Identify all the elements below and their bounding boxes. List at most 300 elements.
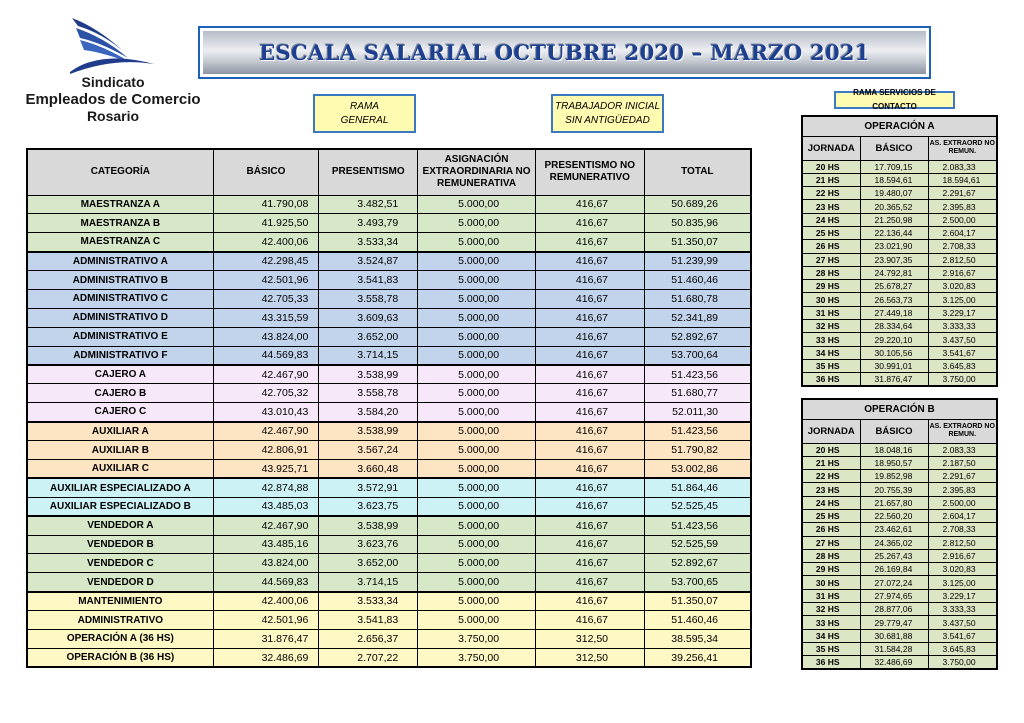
row-asignacion: 5.000,00 [418,195,536,214]
table-row [802,187,997,200]
row-asignacion: 5.000,00 [418,422,536,441]
jornada-cell: 35 HS [802,359,860,372]
basico-cell: 21.657,80 [860,496,928,509]
extraord-cell: 2.916,67 [928,549,997,562]
row-presentismo: 3.533,34 [319,592,418,611]
extraord-cell: 2.708,33 [928,523,997,536]
operacion-b-header-jornada: JORNADA [802,419,860,443]
row-presentismo: 3.652,00 [319,554,418,573]
basico-cell: 27.072,24 [860,576,928,589]
jornada-cell: 21 HS [802,173,860,186]
row-categoria: ADMINISTRATIVO [27,611,213,630]
table-row [802,470,997,483]
table-row [802,576,997,589]
row-asignacion: 5.000,00 [418,289,536,308]
table-row [802,589,997,602]
table-row [802,496,997,509]
basico-cell: 20.755,39 [860,483,928,496]
row-presentismo: 3.541,83 [319,611,418,630]
basico-cell: 18.594,61 [860,173,928,186]
row-asignacion: 5.000,00 [418,478,536,497]
basico-cell: 24.792,81 [860,266,928,279]
row-total: 50.689,26 [644,195,751,214]
basico-cell: 25.267,43 [860,549,928,562]
jornada-cell: 26 HS [802,240,860,253]
header-basico: BÁSICO [213,149,319,195]
row-asignacion: 5.000,00 [418,271,536,290]
basico-cell: 30.991,01 [860,359,928,372]
row-categoria: MANTENIMIENTO [27,592,213,611]
table-row [802,173,997,186]
row-basico: 42.806,91 [213,441,319,460]
basico-cell: 19.852,98 [860,470,928,483]
table-row [27,327,751,346]
jornada-cell: 27 HS [802,253,860,266]
row-asignacion: 5.000,00 [418,441,536,460]
extraord-cell: 2.500,00 [928,496,997,509]
row-presentismo: 3.623,75 [319,497,418,516]
row-presentismo-nr: 416,67 [535,365,644,384]
row-categoria: ADMINISTRATIVO D [27,308,213,327]
jornada-cell: 20 HS [802,160,860,173]
extraord-cell: 2.291,67 [928,470,997,483]
basico-cell: 28.334,64 [860,320,928,333]
table-row [802,603,997,616]
salary-table-header [27,149,751,195]
row-asignacion: 3.750,00 [418,648,536,667]
basico-cell: 29.779,47 [860,616,928,629]
jornada-cell: 22 HS [802,470,860,483]
table-row [802,373,997,386]
table-row [802,200,997,213]
table-row [802,616,997,629]
row-basico: 43.315,59 [213,308,319,327]
row-total: 51.790,82 [644,441,751,460]
basico-cell: 17.709,15 [860,160,928,173]
row-total: 51.423,56 [644,516,751,535]
row-categoria: VENDEDOR C [27,554,213,573]
row-asignacion: 5.000,00 [418,497,536,516]
title-banner [198,26,931,79]
row-basico: 44.569,83 [213,346,319,365]
row-basico: 42.467,90 [213,365,319,384]
row-categoria: ADMINISTRATIVO F [27,346,213,365]
table-row [27,195,751,214]
trabajador-line-1: TRABAJADOR INICIAL [554,100,661,112]
row-total: 51.680,77 [644,384,751,403]
row-asignacion: 3.750,00 [418,629,536,648]
row-asignacion: 5.000,00 [418,365,536,384]
row-basico: 43.485,16 [213,535,319,554]
row-categoria: ADMINISTRATIVO B [27,271,213,290]
jornada-cell: 20 HS [802,443,860,456]
extraord-cell: 3.645,83 [928,642,997,655]
row-presentismo: 3.482,51 [319,195,418,214]
row-presentismo-nr: 416,67 [535,346,644,365]
basico-cell: 31.876,47 [860,373,928,386]
extraord-cell: 3.125,00 [928,293,997,306]
row-basico: 43.010,43 [213,403,319,422]
jornada-cell: 25 HS [802,509,860,522]
header-asignacion: ASIGNACIÓN EXTRAORDINARIA NO REMUNERATIVA [418,149,536,195]
jornada-cell: 33 HS [802,333,860,346]
row-total: 53.700,64 [644,346,751,365]
basico-cell: 19.480,07 [860,187,928,200]
row-presentismo-nr: 416,67 [535,554,644,573]
table-row [802,253,997,266]
row-total: 52.341,89 [644,308,751,327]
row-categoria: VENDEDOR A [27,516,213,535]
row-presentismo-nr: 416,67 [535,195,644,214]
table-row [27,252,751,271]
row-basico: 41.925,50 [213,214,319,233]
row-asignacion: 5.000,00 [418,459,536,478]
row-presentismo-nr: 416,67 [535,289,644,308]
table-row [27,422,751,441]
extraord-cell: 3.541,67 [928,346,997,359]
table-row [802,160,997,173]
table-row [27,516,751,535]
row-presentismo-nr: 416,67 [535,422,644,441]
row-basico: 42.705,32 [213,384,319,403]
extraord-cell: 3.437,50 [928,616,997,629]
basico-cell: 20.365,52 [860,200,928,213]
row-presentismo: 3.714,15 [319,346,418,365]
row-presentismo-nr: 416,67 [535,271,644,290]
row-basico: 42.400,06 [213,592,319,611]
row-asignacion: 5.000,00 [418,592,536,611]
row-presentismo-nr: 416,67 [535,214,644,233]
basico-cell: 29.220,10 [860,333,928,346]
jornada-cell: 29 HS [802,280,860,293]
row-total: 51.239,99 [644,252,751,271]
row-total: 52.525,45 [644,497,751,516]
row-basico: 42.501,96 [213,271,319,290]
table-row [27,611,751,630]
extraord-cell: 3.541,67 [928,629,997,642]
page-title: ESCALA SALARIAL OCTUBRE 2020 – MARZO 2021 [259,40,870,65]
jornada-cell: 28 HS [802,266,860,279]
row-basico: 42.467,90 [213,422,319,441]
row-presentismo: 3.714,15 [319,573,418,592]
row-categoria: MAESTRANZA A [27,195,213,214]
extraord-cell: 3.020,83 [928,563,997,576]
row-asignacion: 5.000,00 [418,516,536,535]
table-row [27,233,751,252]
jornada-cell: 30 HS [802,576,860,589]
table-row [802,213,997,226]
jornada-cell: 34 HS [802,346,860,359]
union-logo [18,14,208,129]
table-row [802,509,997,522]
extraord-cell: 2.395,83 [928,483,997,496]
table-row [802,523,997,536]
table-row [802,320,997,333]
row-presentismo: 3.524,87 [319,252,418,271]
row-categoria: CAJERO B [27,384,213,403]
row-basico: 43.485,03 [213,497,319,516]
table-row [27,289,751,308]
jornada-cell: 36 HS [802,656,860,669]
extraord-cell: 2.604,17 [928,509,997,522]
jornada-cell: 36 HS [802,373,860,386]
extraord-cell: 3.229,17 [928,589,997,602]
row-total: 51.680,78 [644,289,751,308]
row-asignacion: 5.000,00 [418,535,536,554]
row-presentismo: 2.656,37 [319,629,418,648]
extraord-cell: 2.812,50 [928,253,997,266]
table-row [802,563,997,576]
jornada-cell: 32 HS [802,603,860,616]
operacion-b-header-basico: BÁSICO [860,419,928,443]
row-presentismo-nr: 312,50 [535,629,644,648]
table-row [27,271,751,290]
operacion-a-header-extraord: AS. EXTRAORD NO REMUN. [928,136,997,160]
rama-line-2: GENERAL [340,114,389,126]
table-row [27,441,751,460]
header-presentismo-nr: PRESENTISMO NO REMUNERATIVO [535,149,644,195]
row-total: 39.256,41 [644,648,751,667]
row-basico: 42.874,88 [213,478,319,497]
table-row [27,214,751,233]
table-row [802,226,997,239]
extraord-cell: 2.916,67 [928,266,997,279]
rama-servicios-tag [834,88,955,111]
logo-line-3: Rosario [86,108,140,124]
operacion-b-caption: OPERACIÓN B [802,399,997,419]
row-total: 52.892,67 [644,554,751,573]
table-row [802,280,997,293]
row-presentismo-nr: 416,67 [535,308,644,327]
row-basico: 43.925,71 [213,459,319,478]
row-presentismo: 3.567,24 [319,441,418,460]
row-categoria: ADMINISTRATIVO C [27,289,213,308]
extraord-cell: 3.750,00 [928,373,997,386]
header-presentismo: PRESENTISMO [319,149,418,195]
table-row [802,629,997,642]
row-total: 51.350,07 [644,592,751,611]
row-basico: 43.824,00 [213,554,319,573]
row-basico: 32.486,69 [213,648,319,667]
row-basico: 42.467,90 [213,516,319,535]
row-presentismo-nr: 416,67 [535,535,644,554]
row-categoria: VENDEDOR D [27,573,213,592]
trabajador-line-2: SIN ANTIGÜEDAD [565,114,650,126]
extraord-cell: 2.708,33 [928,240,997,253]
operacion-a-header-jornada: JORNADA [802,136,860,160]
jornada-cell: 34 HS [802,629,860,642]
row-total: 51.423,56 [644,422,751,441]
row-total: 51.423,56 [644,365,751,384]
operacion-b-table [801,398,998,670]
row-presentismo-nr: 416,67 [535,573,644,592]
extraord-cell: 3.437,50 [928,333,997,346]
row-total: 53.002,86 [644,459,751,478]
row-basico: 42.298,45 [213,252,319,271]
table-row [27,535,751,554]
table-row [27,554,751,573]
extraord-cell: 3.125,00 [928,576,997,589]
row-total: 38.595,34 [644,629,751,648]
basico-cell: 22.560,20 [860,509,928,522]
table-row [27,308,751,327]
table-row [27,478,751,497]
row-categoria: OPERACIÓN B (36 HS) [27,648,213,667]
row-asignacion: 5.000,00 [418,611,536,630]
wing-icon [68,14,158,76]
row-categoria: AUXILIAR B [27,441,213,460]
row-presentismo-nr: 312,50 [535,648,644,667]
table-row [802,536,997,549]
logo-line-1: Sindicato [81,74,145,90]
table-row [802,642,997,655]
row-categoria: AUXILIAR ESPECIALIZADO B [27,497,213,516]
jornada-cell: 26 HS [802,523,860,536]
row-asignacion: 5.000,00 [418,327,536,346]
jornada-cell: 29 HS [802,563,860,576]
row-categoria: ADMINISTRATIVO E [27,327,213,346]
jornada-cell: 23 HS [802,483,860,496]
jornada-cell: 22 HS [802,187,860,200]
row-presentismo: 2.707,22 [319,648,418,667]
table-row [802,240,997,253]
jornada-cell: 30 HS [802,293,860,306]
table-row [27,648,751,667]
table-row [27,346,751,365]
row-presentismo: 3.538,99 [319,365,418,384]
extraord-cell: 2.187,50 [928,456,997,469]
jornada-cell: 23 HS [802,200,860,213]
extraord-cell: 2.291,67 [928,187,997,200]
row-asignacion: 5.000,00 [418,252,536,271]
basico-cell: 28.877,06 [860,603,928,616]
row-basico: 41.790,08 [213,195,319,214]
row-categoria: AUXILIAR ESPECIALIZADO A [27,478,213,497]
row-basico: 42.501,96 [213,611,319,630]
row-presentismo: 3.572,91 [319,478,418,497]
operacion-a-header-basico: BÁSICO [860,136,928,160]
row-total: 52.892,67 [644,327,751,346]
table-row [802,306,997,319]
row-asignacion: 5.000,00 [418,308,536,327]
row-total: 52.011,30 [644,403,751,422]
row-asignacion: 5.000,00 [418,403,536,422]
basico-cell: 23.021,90 [860,240,928,253]
extraord-cell: 3.333,33 [928,320,997,333]
header-categoria: CATEGORÍA [27,149,213,195]
row-basico: 31.876,47 [213,629,319,648]
table-row [802,483,997,496]
jornada-cell: 33 HS [802,616,860,629]
row-total: 50.835,96 [644,214,751,233]
row-categoria: CAJERO A [27,365,213,384]
logo-line-2: Empleados de Comercio [25,91,201,108]
table-row [802,359,997,372]
row-presentismo-nr: 416,67 [535,497,644,516]
operacion-a-table [801,115,998,387]
extraord-cell: 3.645,83 [928,359,997,372]
basico-cell: 27.974,65 [860,589,928,602]
table-row [802,266,997,279]
row-presentismo: 3.493,79 [319,214,418,233]
basico-cell: 32.486,69 [860,656,928,669]
row-categoria: AUXILIAR A [27,422,213,441]
trabajador-inicial-tag [551,94,664,133]
row-presentismo-nr: 416,67 [535,441,644,460]
row-presentismo-nr: 416,67 [535,611,644,630]
table-row [27,497,751,516]
jornada-cell: 31 HS [802,589,860,602]
row-asignacion: 5.000,00 [418,346,536,365]
row-basico: 42.400,06 [213,233,319,252]
row-total: 51.864,46 [644,478,751,497]
extraord-cell: 2.812,50 [928,536,997,549]
row-basico: 43.824,00 [213,327,319,346]
row-basico: 44.569,83 [213,573,319,592]
basico-cell: 22.136,44 [860,226,928,239]
table-row [802,293,997,306]
operacion-b-header-extraord: AS. EXTRAORD NO REMUN. [928,419,997,443]
row-asignacion: 5.000,00 [418,573,536,592]
extraord-cell: 2.500,00 [928,213,997,226]
row-presentismo: 3.538,99 [319,422,418,441]
table-row [802,346,997,359]
basico-cell: 23.462,61 [860,523,928,536]
basico-cell: 18.950,57 [860,456,928,469]
row-asignacion: 5.000,00 [418,233,536,252]
extraord-cell: 3.229,17 [928,306,997,319]
row-total: 51.350,07 [644,233,751,252]
basico-cell: 30.105,56 [860,346,928,359]
basico-cell: 18.048,16 [860,443,928,456]
table-row [802,443,997,456]
row-presentismo: 3.609,63 [319,308,418,327]
row-presentismo: 3.623,76 [319,535,418,554]
row-presentismo: 3.652,00 [319,327,418,346]
row-presentismo: 3.541,83 [319,271,418,290]
row-presentismo: 3.584,20 [319,403,418,422]
extraord-cell: 3.020,83 [928,280,997,293]
row-presentismo: 3.558,78 [319,289,418,308]
jornada-cell: 28 HS [802,549,860,562]
extraord-cell: 3.333,33 [928,603,997,616]
table-row [802,333,997,346]
table-row [27,459,751,478]
extraord-cell: 18.594,61 [928,173,997,186]
row-presentismo: 3.533,34 [319,233,418,252]
basico-cell: 25.678,27 [860,280,928,293]
row-total: 52.525,59 [644,535,751,554]
row-presentismo-nr: 416,67 [535,459,644,478]
table-row [27,403,751,422]
jornada-cell: 25 HS [802,226,860,239]
header-total: TOTAL [644,149,751,195]
jornada-cell: 32 HS [802,320,860,333]
extraord-cell: 2.604,17 [928,226,997,239]
row-asignacion: 5.000,00 [418,384,536,403]
table-row [27,384,751,403]
row-categoria: CAJERO C [27,403,213,422]
row-asignacion: 5.000,00 [418,214,536,233]
row-presentismo-nr: 416,67 [535,252,644,271]
table-row [27,365,751,384]
basico-cell: 31.584,28 [860,642,928,655]
basico-cell: 30.681,88 [860,629,928,642]
jornada-cell: 24 HS [802,213,860,226]
row-categoria: OPERACIÓN A (36 HS) [27,629,213,648]
row-presentismo-nr: 416,67 [535,592,644,611]
row-categoria: AUXILIAR C [27,459,213,478]
